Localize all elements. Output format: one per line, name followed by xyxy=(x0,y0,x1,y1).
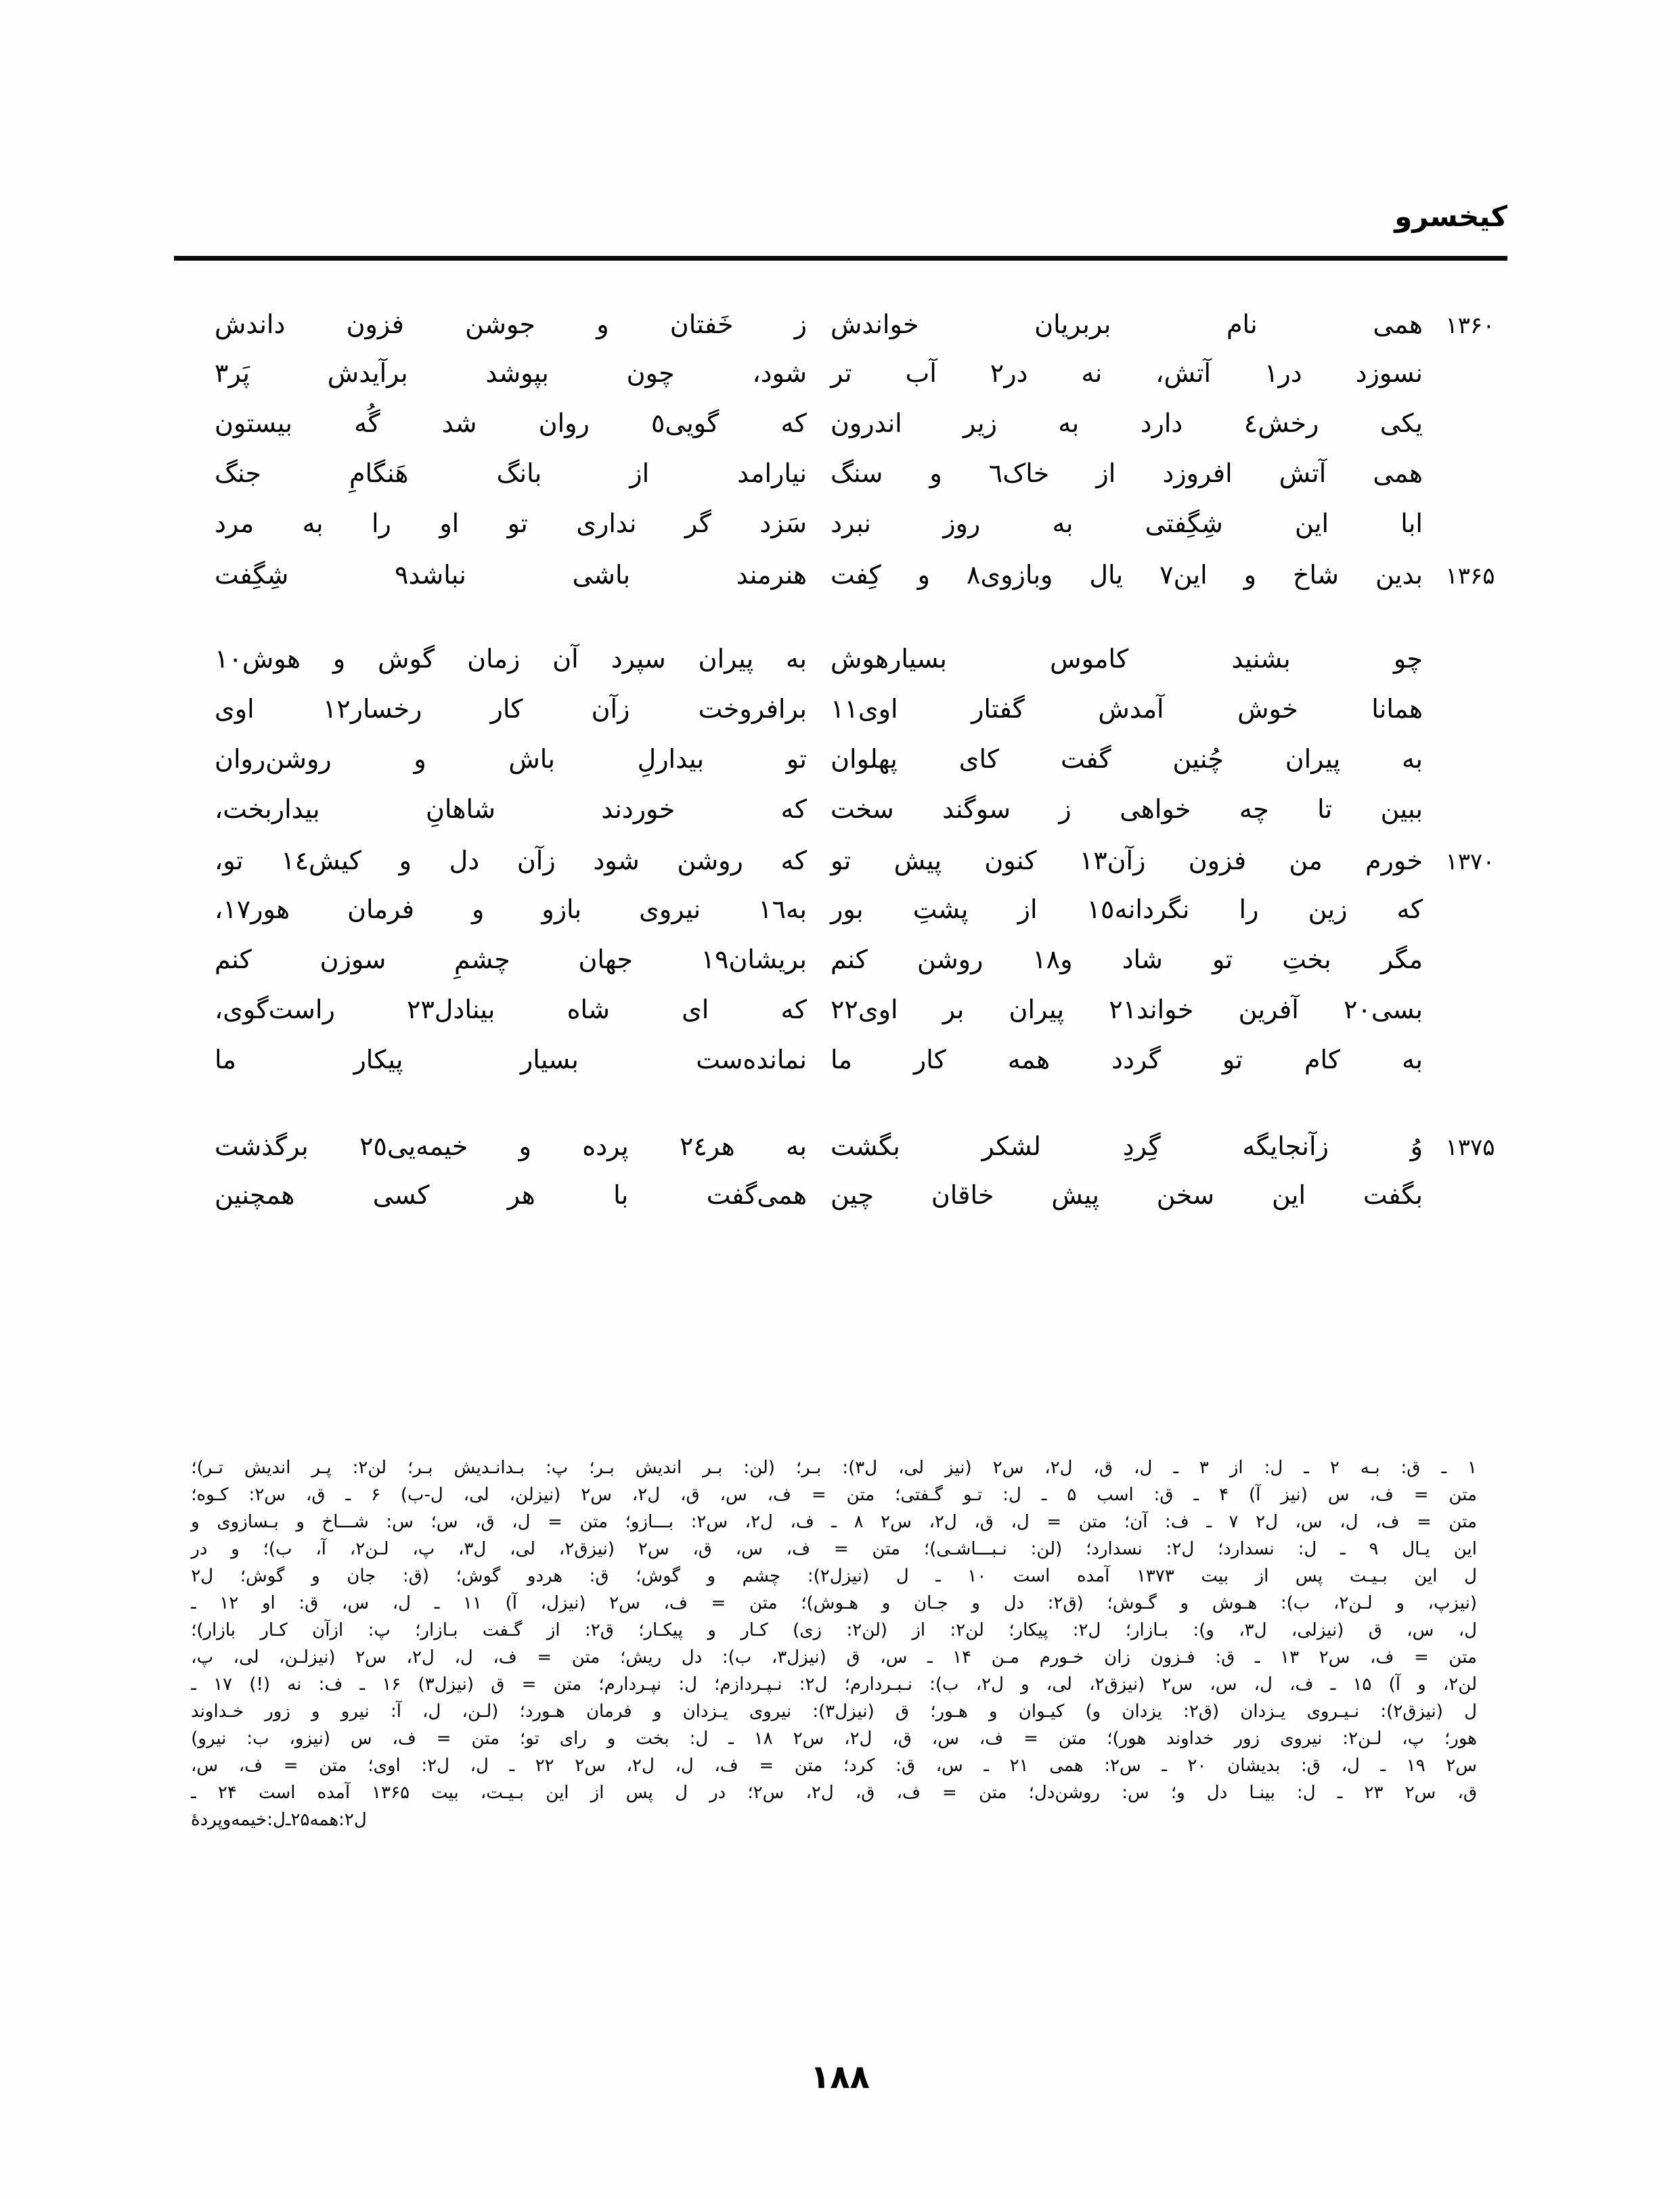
running-head: کیخسرو xyxy=(1394,200,1507,233)
verse-line xyxy=(171,308,1518,358)
hemistich-first: وُ زآنجایگه گِردِ لشکر بگشت xyxy=(831,1131,1423,1161)
verse-number xyxy=(1423,814,1518,818)
hemistich-first: همی آتش افروزد از خاک٦ و سنگ xyxy=(831,458,1423,488)
verse-line xyxy=(171,744,1518,794)
verse-line xyxy=(171,995,1518,1045)
verse-line xyxy=(171,944,1518,995)
apparatus-line: ل، س، ق (نیزلی، ل٣، و): بـازار؛ ل٢: پیکار؛ لن٢: از (لن٢: زی) کـار و پیکـار؛ ق٢: از گـفت بـازار؛ پ: ازآن کـار بازار)؛ xyxy=(191,1620,1477,1640)
verse-line xyxy=(171,358,1518,408)
hemistich-second: به١٦ نیروی بازو و فرمان هور١٧، xyxy=(215,894,807,924)
hemistich-second: که خوردند شاهانِ بیداربخت، xyxy=(215,794,807,824)
hemistich-first: به پیران چُنین گفت کای پهلوان xyxy=(831,744,1423,774)
hemistich-first: خورم من فزون زآن١٣ کنون پیش تو xyxy=(831,846,1423,875)
hemistich-first: بگفت این سخن پیش خاقان چین xyxy=(831,1180,1423,1210)
verse-line xyxy=(171,694,1518,744)
verse-block xyxy=(171,644,1518,1095)
hemistich-second: به پیران سپرد آن زمان گوش و هوش١٠ xyxy=(215,644,807,674)
verse-block xyxy=(171,1130,1518,1230)
hemistich-second: نیارامد از بانگ هَنگامِ جنگ xyxy=(215,458,807,488)
hemistich-first: همی نام بربریان خواندش xyxy=(831,309,1423,339)
verse-number: ۱۳۶۵ xyxy=(1445,563,1495,590)
hemistich-first: نسوزد در١ آتش، نه در٢ آب تر xyxy=(831,358,1423,388)
verse-line xyxy=(171,894,1518,944)
verse-number xyxy=(1423,1064,1518,1068)
hemistich-first: بدین شاخ و این٧ یال وبازوی٨ و کِفت xyxy=(831,560,1423,590)
apparatus-line: س٢ ۱۹ ـ ل، ق: بدیشان ۲۰ ـ س٢: همی ۲۱ ـ س، ق: کرد؛ متن = ف، ل، ل٢، س٢ ۲۲ ـ ل، ل٢: اوی؛ متن = ف، س، xyxy=(191,1756,1477,1776)
hemistich-first: چو بشنید کاموس بسیارهوش xyxy=(831,644,1423,674)
hemistich-first: همانا خوش آمدش گفتار اوی١١ xyxy=(831,694,1423,724)
verse-number xyxy=(1423,528,1518,532)
folio-number: ۱۸۸ xyxy=(810,2058,870,2096)
verse-line xyxy=(171,458,1518,508)
hemistich-first: یکی رخش٤ دارد به زیر اندرون xyxy=(831,408,1423,438)
verse-number xyxy=(1423,663,1518,668)
verse-line xyxy=(171,1180,1518,1230)
apparatus-line: این یـال ۹ ـ ل: نسدارد؛ ل٢: نسدارد؛ (لن: نـبـــاشـی)؛ متن = ف، س، ق، س٢ (نیزق٢، لی، ل٣، پ، لـن٢، آ، ب)؛ و در xyxy=(191,1539,1477,1559)
verse-line xyxy=(171,794,1518,844)
apparatus-line: ل (نیزق٢): نـیـروی یـزدان (ق٢: یزدان و) کیـوان و هـور؛ ق (نیزل٣): نیروی یـزدان و فرمان هـورد؛ (لـن، ل، آ: نیرو و زور خـداوند xyxy=(191,1701,1477,1722)
verse-number xyxy=(1423,1200,1518,1204)
verse-line xyxy=(171,508,1518,559)
hemistich-second: سَزد گر نداری تو او را به مرد xyxy=(215,508,807,538)
hemistich-second: همی‌گفت با هر کسی همچنین xyxy=(215,1180,807,1210)
verse-area xyxy=(171,308,1518,1265)
verse-number: ۱۳۷۵ xyxy=(1445,1134,1495,1161)
apparatus-line: متن = ف، ل، س، ل٢ ۷ ـ ف: آن؛ متن = ل، ق، ل٢، س٢ ۸ ـ ف، ل٢، س٢: بـــازو؛ متن = ل، ق، س؛ س: شـــاخ و بـسازوی و xyxy=(191,1512,1477,1532)
verse-number xyxy=(1423,478,1518,482)
hemistich-first: به کام تو گردد همه کار ما xyxy=(831,1045,1423,1074)
verse-line xyxy=(171,408,1518,458)
hemistich-second: هنرمند باشی نباشد٩ شِگِفت xyxy=(215,560,807,590)
hemistich-first: ابا این شِگِفتی به روز نبرد xyxy=(831,508,1423,538)
verse-number xyxy=(1423,714,1518,718)
hemistich-second: که گویی٥ روان شد گُه بیستون xyxy=(215,408,807,438)
verse-number xyxy=(1423,378,1518,382)
hemistich-second: تو بیدارلِ باش و روشن‌روان xyxy=(215,744,807,774)
verse-number xyxy=(1423,764,1518,768)
hemistich-second: که ای شاه بینادل٢٣ راست‌گوی، xyxy=(215,995,807,1024)
apparatus-line: ۱ ـ ق: بـه ۲ ـ ل: از ۳ ـ ل، ق، ل٢، س٢ (نیز لی، ل٣): بـر؛ (لن: بـر اندیش بـر؛ پ: بـدانـدیش بـر؛ لن٢: پـر اندیش تـر)؛ xyxy=(191,1458,1477,1478)
verse-number: ۱۳۷۰ xyxy=(1445,848,1495,875)
hemistich-second: که روشن شود زآن دل و کیش١٤ تو، xyxy=(215,846,807,875)
hemistich-second: برافروخت زآن کار رخسار١٢ اوی xyxy=(215,694,807,724)
apparatus-line: ل این بـیـت پس از بیت ۱۳۷۳ آمده است ۱۰ ـ ل (نیزل٢): چشم و گوش؛ ق: هردو گوش؛ (ق: جان و گوش؛ ل٢ xyxy=(191,1566,1477,1586)
hemistich-second: شود، چون بپوشد برآیدش پَر٣ xyxy=(215,358,807,388)
hemistich-first: که زین را نگردانه١٥ از پشتِ بور xyxy=(831,894,1423,924)
hemistich-second: به هر٢٤ پرده و خیمه‌یی٢٥ برگذشت xyxy=(215,1131,807,1161)
hemistich-second: ز خَفتان و جوشن فزون داندش xyxy=(215,309,807,339)
apparatus-line: ل٢: همه ۲۵ ـ ل: خیمه و پردهٔ xyxy=(191,1810,367,1830)
verse-block xyxy=(171,308,1518,609)
verse-line xyxy=(171,1130,1518,1180)
verse-number xyxy=(1423,1014,1518,1018)
apparatus-line: متن = ف، س (نیز آ) ۴ ـ ق: اسب ۵ ـ ل: تـو گـفتی؛ متن = ف، س، ق، ل٢، س٢ (نیزلن، لی، ل-ب) ۶ ـ ق، س٢: کـوه؛ xyxy=(191,1485,1477,1505)
hemistich-first: ببین تا چه خواهی ز سوگند سخت xyxy=(831,794,1423,824)
verse-number xyxy=(1423,914,1518,918)
verse-number xyxy=(1423,428,1518,432)
apparatus-line: متن = ف، س٢ ۱۳ ـ ق: فـزون زان خـورم مـن ۱۴ ـ س، ق (نیزل٣، ب): دل ریش؛ متن = ف، ل، ل٢، س٢ (نیزلـن، لی، پ، xyxy=(191,1647,1477,1668)
apparatus-line: (نیزپ، و لـن٢، ب): هـوش و گـوش؛ (ق٢: دل و جـان و هـوش)؛ متن = ف، س٢ (نیزل، آ) ۱۱ ـ ل، س، ق: او ۱۲ ـ xyxy=(191,1593,1477,1613)
verse-line xyxy=(171,844,1518,894)
apparatus-line: ق، س٢ ۲۳ ـ ل: بینـا دل و؛ س: روشن‌دل؛ متن = ف، ق، ل٢، س٢؛ در ل پس از این بـیـت، بیت ۱۳۶۵ آمده است ۲۴ ـ xyxy=(191,1783,1477,1803)
hemistich-second: نمانده‌ست بسیار پیکار ما xyxy=(215,1045,807,1074)
verse-line xyxy=(171,644,1518,694)
apparatus-line: هور؛ پ، لـن٢: نیروی زور خداوند هور)؛ متن = ف، س، ق، ل٢، س٢ ۱۸ ـ ل: بخت و رای تو؛ متن = ف، س (نیزو، ب: نیرو) xyxy=(191,1728,1477,1749)
hemistich-first: مگر بختِ تو شاد و١٨ روشن کنم xyxy=(831,944,1423,974)
verse-line xyxy=(171,559,1518,609)
critical-apparatus xyxy=(191,1454,1477,1833)
apparatus-line: لن٢، و آ) ۱۵ ـ ف، ل، س، س٢ (نیزق٢، لی، و ل٢، ب): نـبـردارم؛ ل٢: نـپـردازم؛ ل: نپـردارم؛ متن = ق (نیزل٣) ۱۶ ـ ف: نه (!) ۱۷ ـ xyxy=(191,1674,1477,1695)
verse-number xyxy=(1423,964,1518,968)
hemistich-first: بسی٢٠ آفرین خواند٢١ پیران بر اوی٢٢ xyxy=(831,995,1423,1024)
header-rule xyxy=(174,256,1507,261)
verse-line xyxy=(171,1045,1518,1095)
hemistich-second: بریشان١٩ جهان چشمِ سوزن کنم xyxy=(215,944,807,974)
verse-number: ۱۳۶۰ xyxy=(1445,312,1495,339)
